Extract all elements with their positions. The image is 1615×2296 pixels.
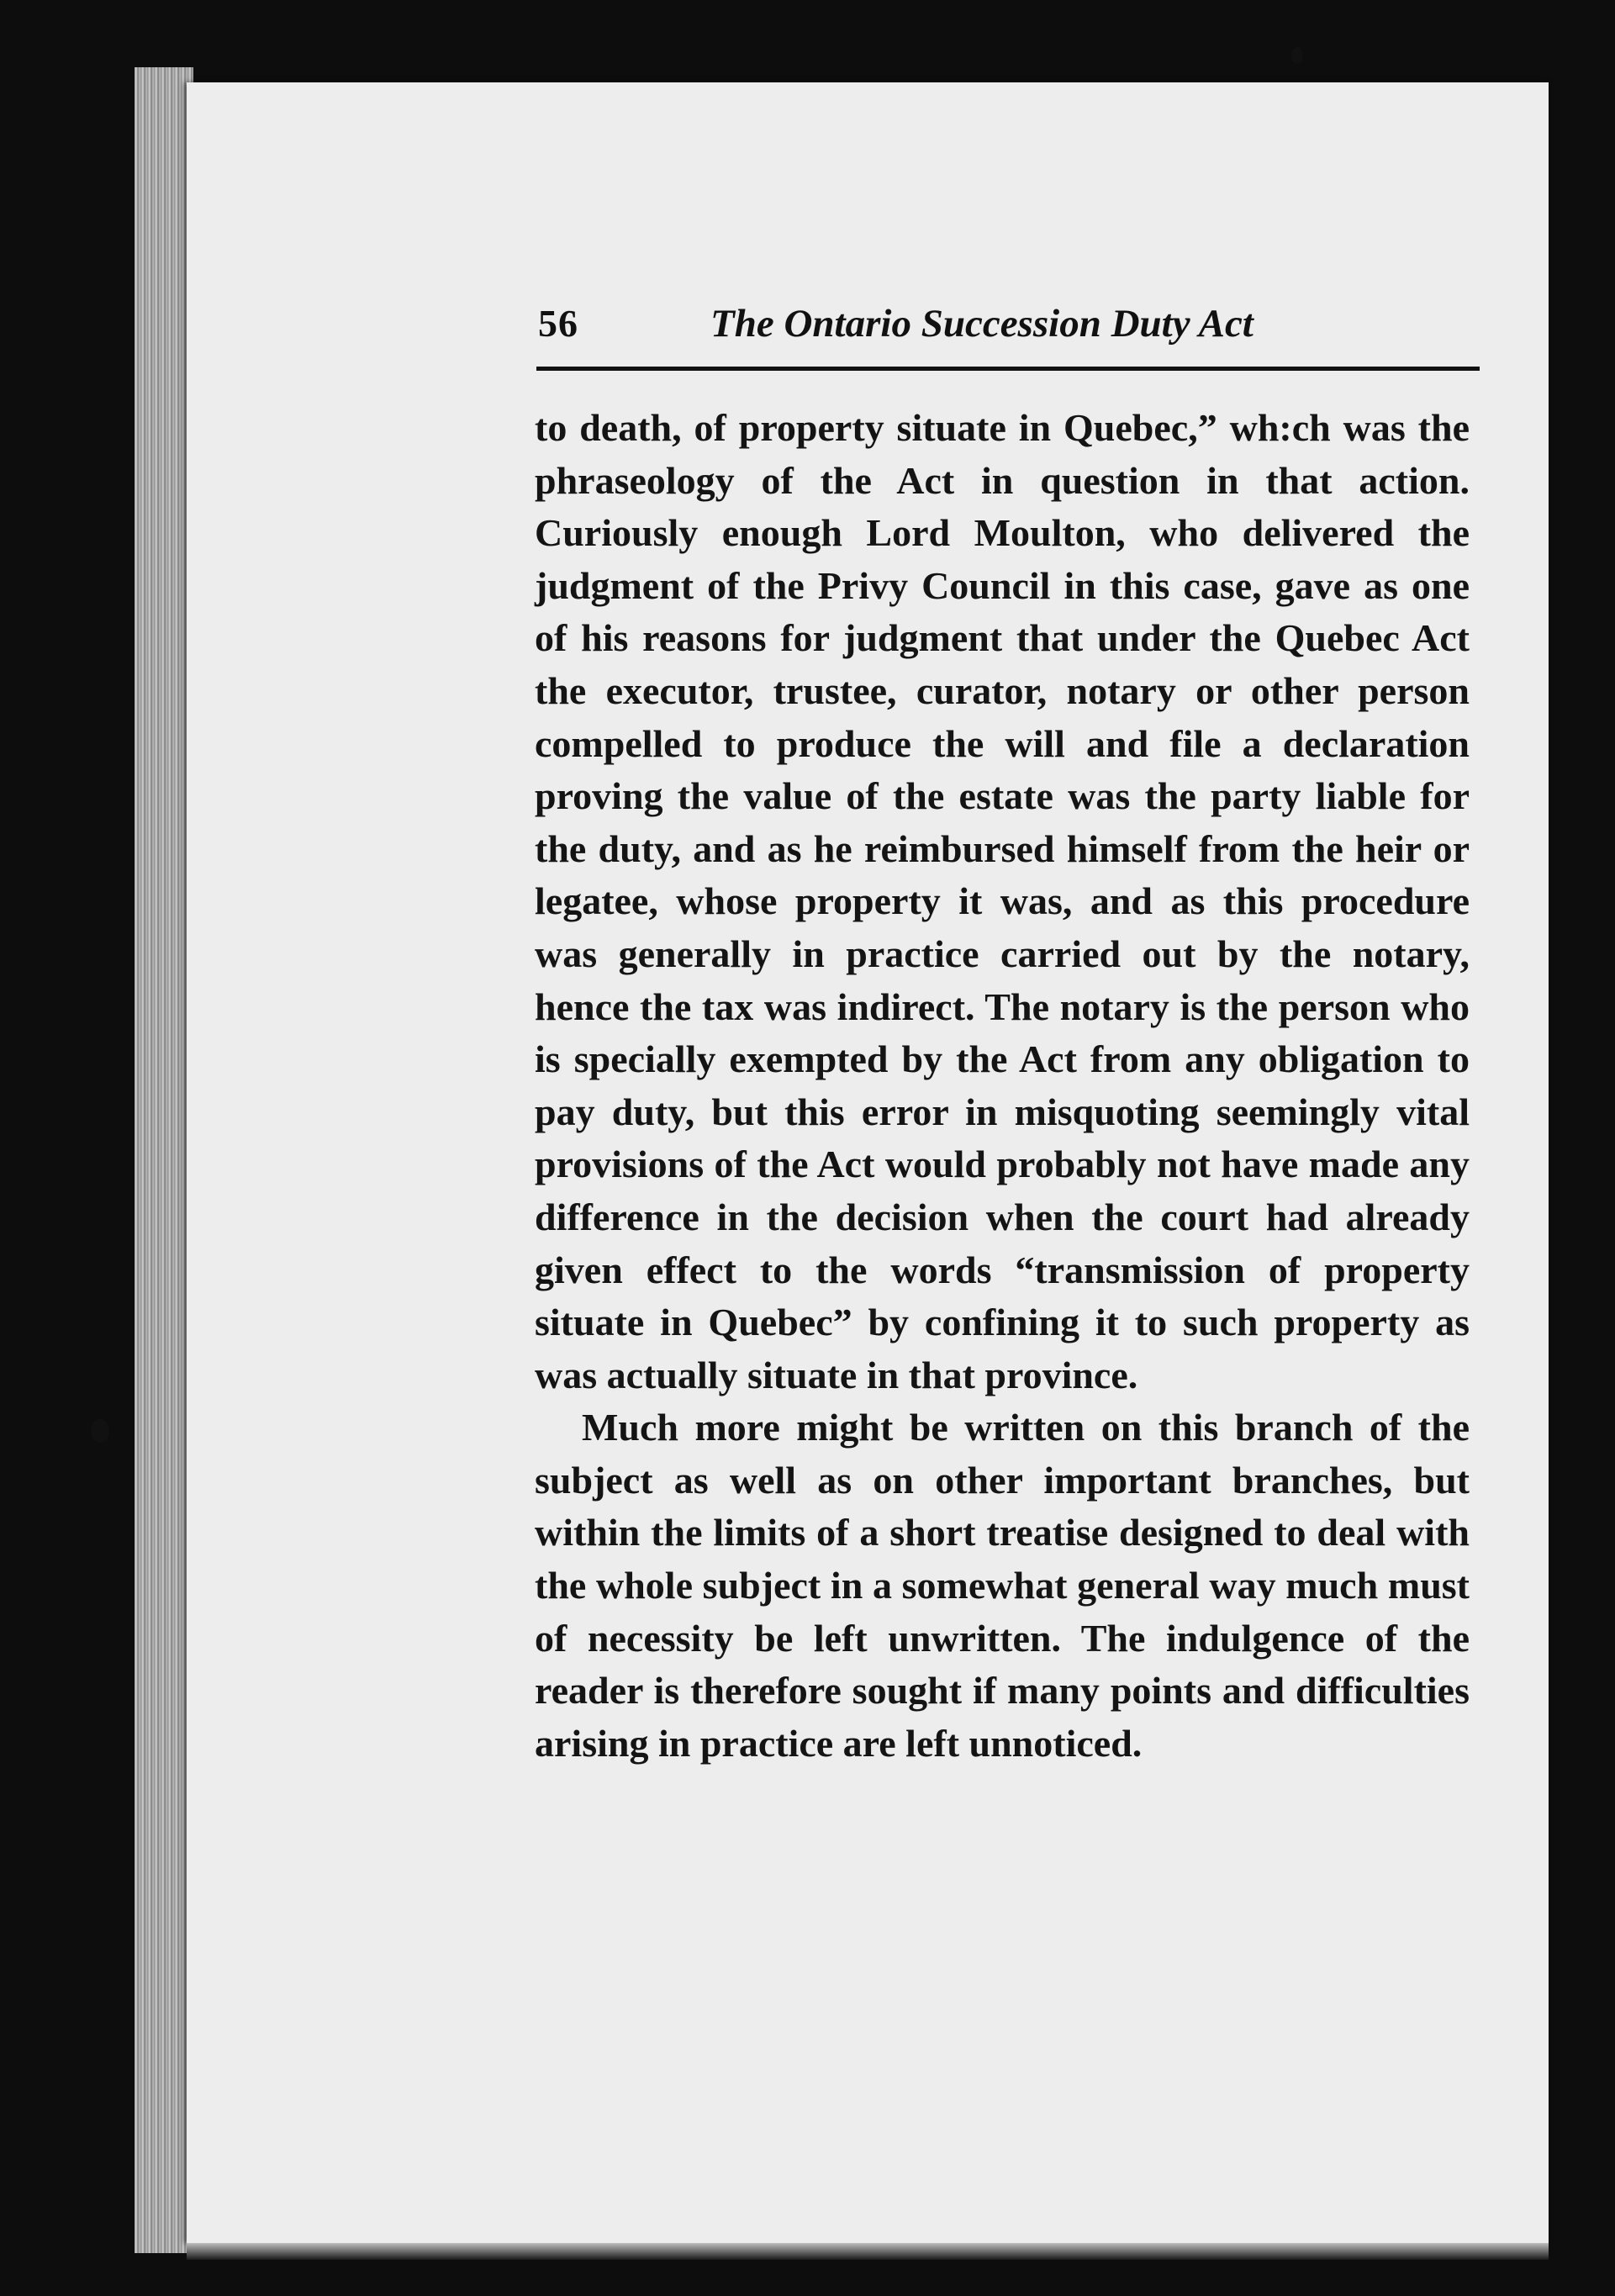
paragraph-2: Much more might be written on this branch of the subject as well as on other important branches, but within the limits of a short treatise designed to deal with the whole subject in a somewhat general way much must of necessity be left unwritten. The indulgence of the reader is therefore sought if many points and difficulties arising in practice are left unnoticed.	[535, 1406, 1470, 1765]
paragraph-1: to death, of property situate in Quebec,” wh:ch was the phraseology of the Act in question in that action. Curiously enough Lord Moulton, who delivered the judgment of the Privy Council in this case, gave as one of his reasons for judgment that under the Quebec Act the executor, trustee, curator, notary or other person compelled to produce the will and file a declaration proving the value of the estate was the party liable for the duty, and as he reimbursed himself from the heir or legatee, whose property it was, and as this procedure was generally in practice carried out by the notary, hence the tax was indirect. The notary is the person who is specially exempted by the Act from any obligation to pay duty, but this error in misquoting seemingly vital provisions of the Act would probably not have made any difference in the decision when the court had already given effect to the words “transmission of property situate in Quebec” by confining it to such property as was actually situate in that province.	[535, 406, 1470, 1396]
page-number: 56	[538, 302, 578, 345]
book-page-edges	[135, 67, 193, 2253]
header-rule	[536, 367, 1480, 371]
page-bottom-shadow	[187, 2243, 1549, 2260]
running-header	[538, 301, 1478, 360]
body-text	[535, 402, 1470, 1770]
left-margin-speck	[91, 1419, 109, 1443]
top-edge-speck	[1291, 47, 1303, 64]
running-title: The Ontario Succession Duty Act	[710, 302, 1253, 346]
